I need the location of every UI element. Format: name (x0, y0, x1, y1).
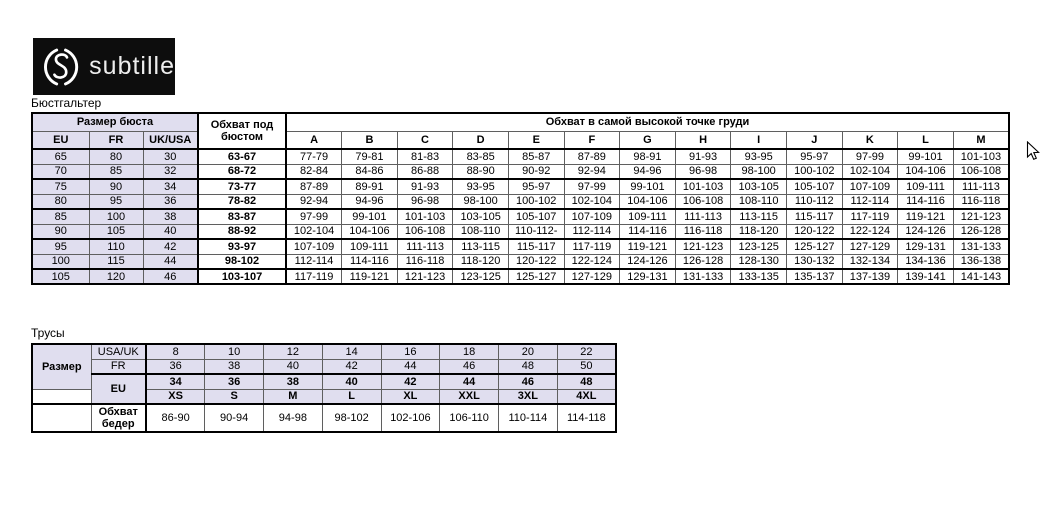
cup-measure-cell: 122-124 (564, 254, 620, 269)
panties-hips-row (32, 404, 616, 432)
intl-size-value: 4XL (557, 389, 616, 404)
cup-letter-header: J (786, 131, 842, 149)
cup-measure-cell: 94-96 (620, 164, 676, 179)
eu-size-cell: 100 (32, 254, 89, 269)
brand-name: subtille (89, 52, 175, 80)
fr-value: 36 (146, 359, 205, 374)
bra-table-body (32, 149, 1009, 284)
cup-measure-cell: 127-129 (564, 269, 620, 284)
usa-uk-value: 18 (440, 344, 499, 359)
cup-measure-cell: 141-143 (953, 269, 1009, 284)
usa-uk-value: 20 (499, 344, 558, 359)
cup-measure-cell: 95-97 (786, 149, 842, 164)
hips-value: 94-98 (264, 404, 323, 432)
fr-size-cell: 110 (89, 239, 143, 254)
cup-measure-cell: 116-118 (675, 224, 731, 239)
eu-value: 38 (264, 374, 323, 389)
cup-measure-cell: 102-104 (842, 164, 898, 179)
cup-measure-cell: 121-123 (397, 269, 453, 284)
cup-measure-cell: 137-139 (842, 269, 898, 284)
cup-measure-cell: 102-104 (286, 224, 342, 239)
cup-measure-cell: 118-120 (731, 224, 787, 239)
cup-measure-cell: 121-123 (953, 209, 1009, 224)
eu-value: 34 (146, 374, 205, 389)
fr-label: FR (91, 359, 146, 374)
hips-label: Обхват бедер (91, 404, 146, 432)
cup-measure-cell: 114-116 (342, 254, 398, 269)
cup-letter-header: H (675, 131, 731, 149)
bust-point-header: Обхват в самой высокой точке груди (286, 113, 1009, 131)
cup-letter-header: C (397, 131, 453, 149)
cup-letter-header: B (342, 131, 398, 149)
cup-measure-cell: 97-99 (564, 179, 620, 194)
eu-value: 42 (381, 374, 440, 389)
eu-size-cell: 75 (32, 179, 89, 194)
cup-measure-cell: 112-114 (842, 194, 898, 209)
cup-measure-cell: 97-99 (286, 209, 342, 224)
uk-size-cell: 44 (143, 254, 198, 269)
cup-measure-cell: 101-103 (397, 209, 453, 224)
bra-table-row (32, 179, 1009, 194)
fr-header: FR (89, 131, 143, 149)
bra-table-row (32, 149, 1009, 164)
underbust-cell: 63-67 (198, 149, 286, 164)
bust-size-header: Размер бюста (32, 113, 198, 131)
panties-section-title: Трусы (31, 326, 65, 340)
fr-value: 44 (381, 359, 440, 374)
uk-usa-header: UK/USA (143, 131, 198, 149)
usa-uk-label: USA/UK (91, 344, 146, 359)
uk-size-cell: 32 (143, 164, 198, 179)
cup-measure-cell: 116-118 (953, 194, 1009, 209)
eu-label: EU (91, 374, 146, 404)
usa-uk-value: 16 (381, 344, 440, 359)
cup-letter-header: I (731, 131, 787, 149)
intl-size-value: S (205, 389, 264, 404)
cup-measure-cell: 110-112 (786, 194, 842, 209)
cup-measure-cell: 118-120 (453, 254, 509, 269)
cup-measure-cell: 105-107 (508, 209, 564, 224)
hips-value: 98-102 (322, 404, 381, 432)
cup-measure-cell: 134-136 (898, 254, 954, 269)
cup-measure-cell: 119-121 (898, 209, 954, 224)
cup-letter-header: L (898, 131, 954, 149)
cup-measure-cell: 90-92 (508, 164, 564, 179)
cup-measure-cell: 132-134 (842, 254, 898, 269)
fr-value: 38 (205, 359, 264, 374)
fr-size-cell: 85 (89, 164, 143, 179)
fr-size-cell: 100 (89, 209, 143, 224)
bra-size-table (31, 112, 1010, 285)
hips-value: 114-118 (557, 404, 616, 432)
bra-table-row (32, 239, 1009, 254)
cup-measure-cell: 119-121 (620, 239, 676, 254)
hips-value: 110-114 (499, 404, 558, 432)
panties-size-table (31, 343, 617, 433)
bra-header-row-2 (32, 131, 1009, 149)
cup-measure-cell: 106-108 (397, 224, 453, 239)
eu-value: 36 (205, 374, 264, 389)
eu-size-cell: 90 (32, 224, 89, 239)
intl-size-value: XXL (440, 389, 499, 404)
panties-eu-row (32, 374, 616, 389)
cup-measure-cell: 111-113 (397, 239, 453, 254)
cup-measure-cell: 98-91 (620, 149, 676, 164)
eu-size-cell: 95 (32, 239, 89, 254)
cup-measure-cell: 111-113 (675, 209, 731, 224)
hips-value: 90-94 (205, 404, 264, 432)
fr-value: 40 (264, 359, 323, 374)
cup-measure-cell: 104-106 (342, 224, 398, 239)
cup-measure-cell: 131-133 (953, 239, 1009, 254)
cup-measure-cell: 105-107 (786, 179, 842, 194)
cup-measure-cell: 117-119 (564, 239, 620, 254)
cup-measure-cell: 112-114 (564, 224, 620, 239)
uk-size-cell: 34 (143, 179, 198, 194)
cup-measure-cell: 119-121 (342, 269, 398, 284)
usa-uk-value: 12 (264, 344, 323, 359)
usa-uk-value: 22 (557, 344, 616, 359)
cup-measure-cell: 94-96 (342, 194, 398, 209)
cup-measure-cell: 109-111 (342, 239, 398, 254)
cup-measure-cell: 124-126 (620, 254, 676, 269)
cup-measure-cell: 97-99 (842, 149, 898, 164)
underbust-cell: 83-87 (198, 209, 286, 224)
cup-measure-cell: 131-133 (675, 269, 731, 284)
eu-value: 44 (440, 374, 499, 389)
cup-measure-cell: 93-95 (453, 179, 509, 194)
cup-measure-cell: 79-81 (342, 149, 398, 164)
cup-measure-cell: 101-103 (675, 179, 731, 194)
hips-value: 106-110 (440, 404, 499, 432)
cup-letter-header: E (508, 131, 564, 149)
cup-measure-cell: 120-122 (508, 254, 564, 269)
fr-value: 50 (557, 359, 616, 374)
cup-measure-cell: 117-119 (286, 269, 342, 284)
intl-size-value: L (322, 389, 381, 404)
cup-letter-header: G (620, 131, 676, 149)
cup-measure-cell: 123-125 (731, 239, 787, 254)
cup-measure-cell: 84-86 (342, 164, 398, 179)
bra-section-title: Бюстгальтер (31, 96, 102, 110)
cup-letter-header: A (286, 131, 342, 149)
cup-measure-cell: 96-98 (397, 194, 453, 209)
cup-measure-cell: 104-106 (898, 164, 954, 179)
cup-measure-cell: 87-89 (564, 149, 620, 164)
cup-measure-cell: 102-104 (564, 194, 620, 209)
cup-measure-cell: 128-130 (731, 254, 787, 269)
underbust-cell: 98-102 (198, 254, 286, 269)
cup-measure-cell: 107-109 (842, 179, 898, 194)
cup-measure-cell: 125-127 (508, 269, 564, 284)
fr-size-cell: 90 (89, 179, 143, 194)
cup-letter-header: K (842, 131, 898, 149)
cup-measure-cell: 91-93 (675, 149, 731, 164)
cup-measure-cell: 103-105 (731, 179, 787, 194)
cup-measure-cell: 110-112- (508, 224, 564, 239)
cup-measure-cell: 114-116 (620, 224, 676, 239)
cup-measure-cell: 121-123 (675, 239, 731, 254)
bra-table-row (32, 254, 1009, 269)
eu-header: EU (32, 131, 89, 149)
cup-letter-header: F (564, 131, 620, 149)
cup-measure-cell: 124-126 (898, 224, 954, 239)
cup-measure-cell: 92-94 (564, 164, 620, 179)
underbust-cell: 88-92 (198, 224, 286, 239)
eu-value: 48 (557, 374, 616, 389)
cup-letter-header: D (453, 131, 509, 149)
uk-size-cell: 30 (143, 149, 198, 164)
underbust-cell: 103-107 (198, 269, 286, 284)
panties-usa-uk-row (32, 344, 616, 359)
cup-measure-cell: 115-117 (786, 209, 842, 224)
bra-table-row (32, 224, 1009, 239)
panties-fr-row (32, 359, 616, 374)
cup-measure-cell: 108-110 (453, 224, 509, 239)
cup-measure-cell: 86-88 (397, 164, 453, 179)
bra-header-row-1 (32, 113, 1009, 131)
intl-size-value: XS (146, 389, 205, 404)
cup-measure-cell: 81-83 (397, 149, 453, 164)
fr-size-cell: 105 (89, 224, 143, 239)
cup-measure-cell: 113-115 (731, 209, 787, 224)
cup-measure-cell: 111-113 (953, 179, 1009, 194)
eu-size-cell: 85 (32, 209, 89, 224)
uk-size-cell: 40 (143, 224, 198, 239)
cup-measure-cell: 98-100 (453, 194, 509, 209)
cup-measure-cell: 88-90 (453, 164, 509, 179)
cup-measure-cell: 85-87 (508, 149, 564, 164)
fr-value: 42 (322, 359, 381, 374)
fr-value: 48 (499, 359, 558, 374)
cup-measure-cell: 99-101 (620, 179, 676, 194)
cup-measure-cell: 114-116 (898, 194, 954, 209)
cup-measure-cell: 95-97 (508, 179, 564, 194)
cup-measure-cell: 112-114 (286, 254, 342, 269)
cup-letter-header: M (953, 131, 1009, 149)
empty-cell (32, 404, 91, 432)
cup-measure-cell: 107-109 (286, 239, 342, 254)
underbust-cell: 93-97 (198, 239, 286, 254)
bra-table-row (32, 209, 1009, 224)
cup-measure-cell: 116-118 (397, 254, 453, 269)
eu-value: 46 (499, 374, 558, 389)
intl-size-value: XL (381, 389, 440, 404)
eu-size-cell: 70 (32, 164, 89, 179)
cup-measure-cell: 122-124 (842, 224, 898, 239)
uk-size-cell: 36 (143, 194, 198, 209)
usa-uk-value: 14 (322, 344, 381, 359)
cup-measure-cell: 109-111 (898, 179, 954, 194)
cup-measure-cell: 117-119 (842, 209, 898, 224)
eu-size-cell: 80 (32, 194, 89, 209)
cup-measure-cell: 91-93 (397, 179, 453, 194)
cup-measure-cell: 120-122 (786, 224, 842, 239)
cup-measure-cell: 101-103 (953, 149, 1009, 164)
hips-value: 86-90 (146, 404, 205, 432)
cup-measure-cell: 92-94 (286, 194, 342, 209)
cup-measure-cell: 130-132 (786, 254, 842, 269)
cup-measure-cell: 133-135 (731, 269, 787, 284)
underbust-cell: 68-72 (198, 164, 286, 179)
bra-table-row (32, 164, 1009, 179)
cup-measure-cell: 135-137 (786, 269, 842, 284)
fr-size-cell: 115 (89, 254, 143, 269)
usa-uk-value: 10 (205, 344, 264, 359)
cup-measure-cell: 99-101 (898, 149, 954, 164)
cup-measure-cell: 93-95 (731, 149, 787, 164)
cup-measure-cell: 100-102 (786, 164, 842, 179)
eu-size-cell: 105 (32, 269, 89, 284)
uk-size-cell: 42 (143, 239, 198, 254)
hips-value: 102-106 (381, 404, 440, 432)
uk-size-cell: 38 (143, 209, 198, 224)
bra-table-row (32, 194, 1009, 209)
cup-measure-cell: 98-100 (731, 164, 787, 179)
underbust-header: Обхват под бюстом (198, 113, 286, 149)
cup-measure-cell: 77-79 (286, 149, 342, 164)
cup-measure-cell: 83-85 (453, 149, 509, 164)
cup-measure-cell: 136-138 (953, 254, 1009, 269)
fr-size-cell: 120 (89, 269, 143, 284)
mouse-cursor-icon (1026, 141, 1041, 162)
cup-measure-cell: 129-131 (898, 239, 954, 254)
cup-measure-cell: 129-131 (620, 269, 676, 284)
cup-measure-cell: 113-115 (453, 239, 509, 254)
cup-measure-cell: 109-111 (620, 209, 676, 224)
cup-measure-cell: 99-101 (342, 209, 398, 224)
empty-cell (32, 389, 91, 404)
cup-measure-cell: 100-102 (508, 194, 564, 209)
cup-measure-cell: 103-105 (453, 209, 509, 224)
cup-measure-cell: 123-125 (453, 269, 509, 284)
cup-measure-cell: 115-117 (508, 239, 564, 254)
cup-measure-cell: 108-110 (731, 194, 787, 209)
bra-table-row (32, 269, 1009, 284)
underbust-cell: 78-82 (198, 194, 286, 209)
underbust-cell: 73-77 (198, 179, 286, 194)
fr-value: 46 (440, 359, 499, 374)
cup-measure-cell: 89-91 (342, 179, 398, 194)
cup-measure-cell: 107-109 (564, 209, 620, 224)
eu-size-cell: 65 (32, 149, 89, 164)
usa-uk-value: 8 (146, 344, 205, 359)
intl-size-value: M (264, 389, 323, 404)
brand-logo (33, 38, 175, 95)
eu-value: 40 (322, 374, 381, 389)
cup-measure-cell: 87-89 (286, 179, 342, 194)
cup-measure-cell: 126-128 (953, 224, 1009, 239)
cup-measure-cell: 96-98 (675, 164, 731, 179)
cup-measure-cell: 82-84 (286, 164, 342, 179)
s-emblem-icon (39, 44, 83, 90)
intl-size-value: 3XL (499, 389, 558, 404)
cup-measure-cell: 104-106 (620, 194, 676, 209)
cup-measure-cell: 106-108 (953, 164, 1009, 179)
cup-measure-cell: 139-141 (898, 269, 954, 284)
size-label-cell: Размер (32, 344, 91, 389)
fr-size-cell: 95 (89, 194, 143, 209)
cup-measure-cell: 126-128 (675, 254, 731, 269)
cup-measure-cell: 106-108 (675, 194, 731, 209)
cup-measure-cell: 127-129 (842, 239, 898, 254)
cup-measure-cell: 125-127 (786, 239, 842, 254)
fr-size-cell: 80 (89, 149, 143, 164)
uk-size-cell: 46 (143, 269, 198, 284)
